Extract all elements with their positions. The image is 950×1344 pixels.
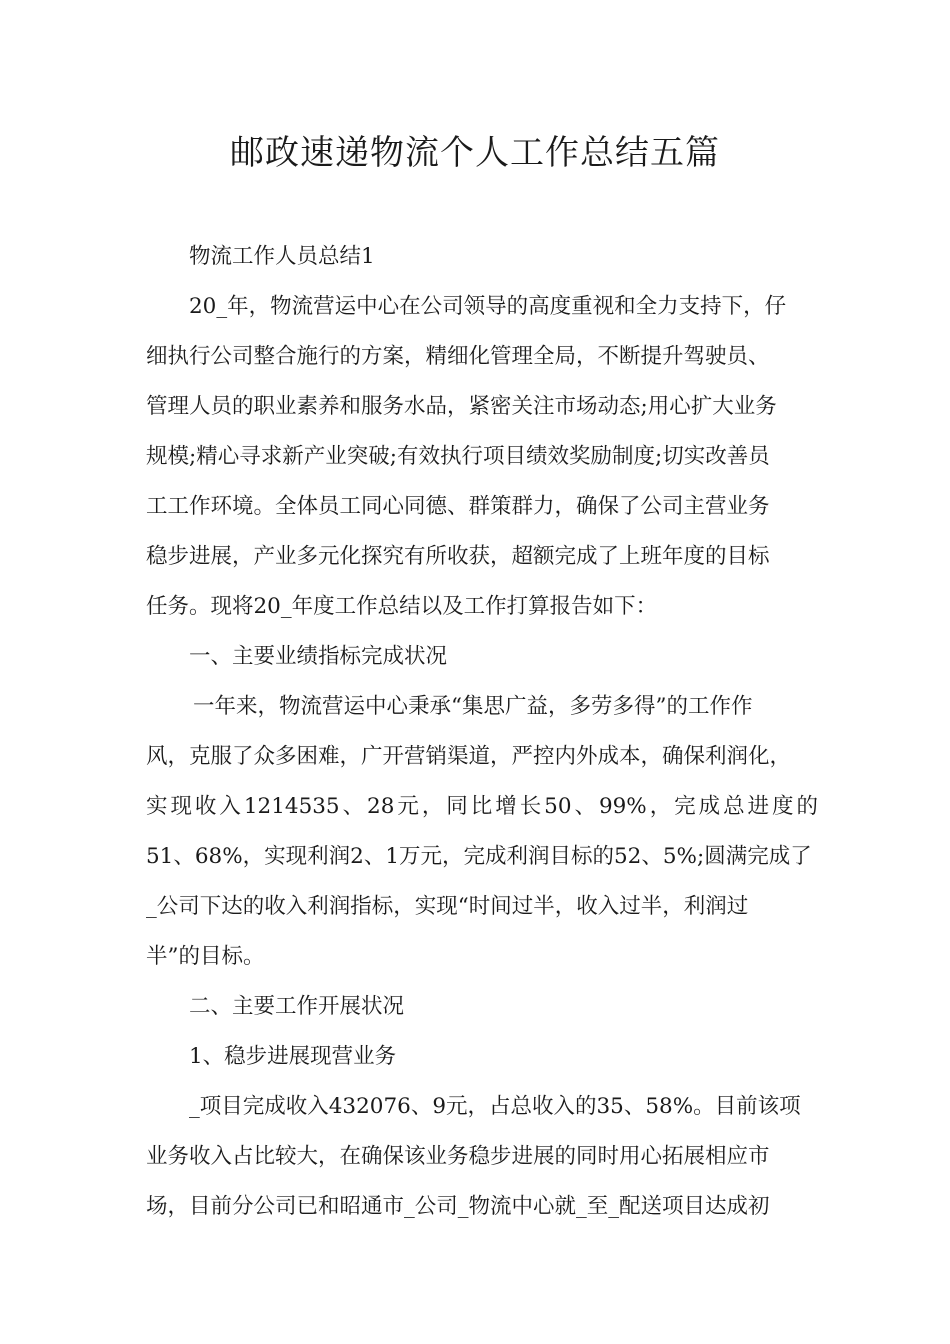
- paragraph-line: 51、68%，实现利润2、1万元，完成利润目标的52、5%;圆满完成了: [146, 844, 812, 869]
- subsection-heading: 1、稳步进展现营业务: [189, 1044, 397, 1069]
- paragraph-line: 一年来，物流营运中心秉承“集思广益，多劳多得”的工作作: [193, 694, 753, 719]
- paragraph-line: 工工作环境。全体员工同心同德、群策群力，确保了公司主营业务: [146, 494, 770, 519]
- section-heading: 二、主要工作开展状况: [189, 994, 405, 1019]
- paragraph-line: 实现收入1214535、28元，同比增长50、99%，完成总进度的: [146, 794, 818, 819]
- paragraph-line: _项目完成收入432076、9元，占总收入的35、58%。目前该项: [189, 1094, 801, 1119]
- paragraph-line: 半”的目标。: [146, 944, 265, 969]
- paragraph-line: 任务。现将20_年度工作总结以及工作打算报告如下：: [146, 594, 658, 619]
- paragraph-line: 规模;精心寻求新产业突破;有效执行项目绩效奖励制度;切实改善员: [146, 444, 770, 469]
- section-heading: 物流工作人员总结1: [189, 244, 375, 269]
- paragraph-line: 风，克服了众多困难，广开营销渠道，严控内外成本，确保利润化，: [146, 744, 792, 769]
- section-heading: 一、主要业绩指标完成状况: [189, 644, 448, 669]
- paragraph-line: 管理人员的职业素养和服务水品，紧密关注市场动态;用心扩大业务: [146, 394, 777, 419]
- paragraph-line: 稳步进展，产业多元化探究有所收获，超额完成了上班年度的目标: [146, 544, 770, 569]
- paragraph-line: 20_年，物流营运中心在公司领导的高度重视和全力支持下，仔: [189, 294, 787, 319]
- paragraph-line: 业务收入占比较大，在确保该业务稳步进展的同时用心拓展相应市: [146, 1144, 770, 1169]
- document-body: [146, 232, 818, 1232]
- document-title: 邮政速递物流个人工作总结五篇: [230, 133, 720, 173]
- paragraph-line: _公司下达的收入利润指标，实现“时间过半，收入过半，利润过: [146, 894, 749, 919]
- paragraph-line: 场，目前分公司已和昭通市_公司_物流中心就_至_配送项目达成初: [146, 1194, 770, 1219]
- paragraph-line: 细执行公司整合施行的方案，精细化管理全局，不断提升驾驶员、: [146, 344, 770, 369]
